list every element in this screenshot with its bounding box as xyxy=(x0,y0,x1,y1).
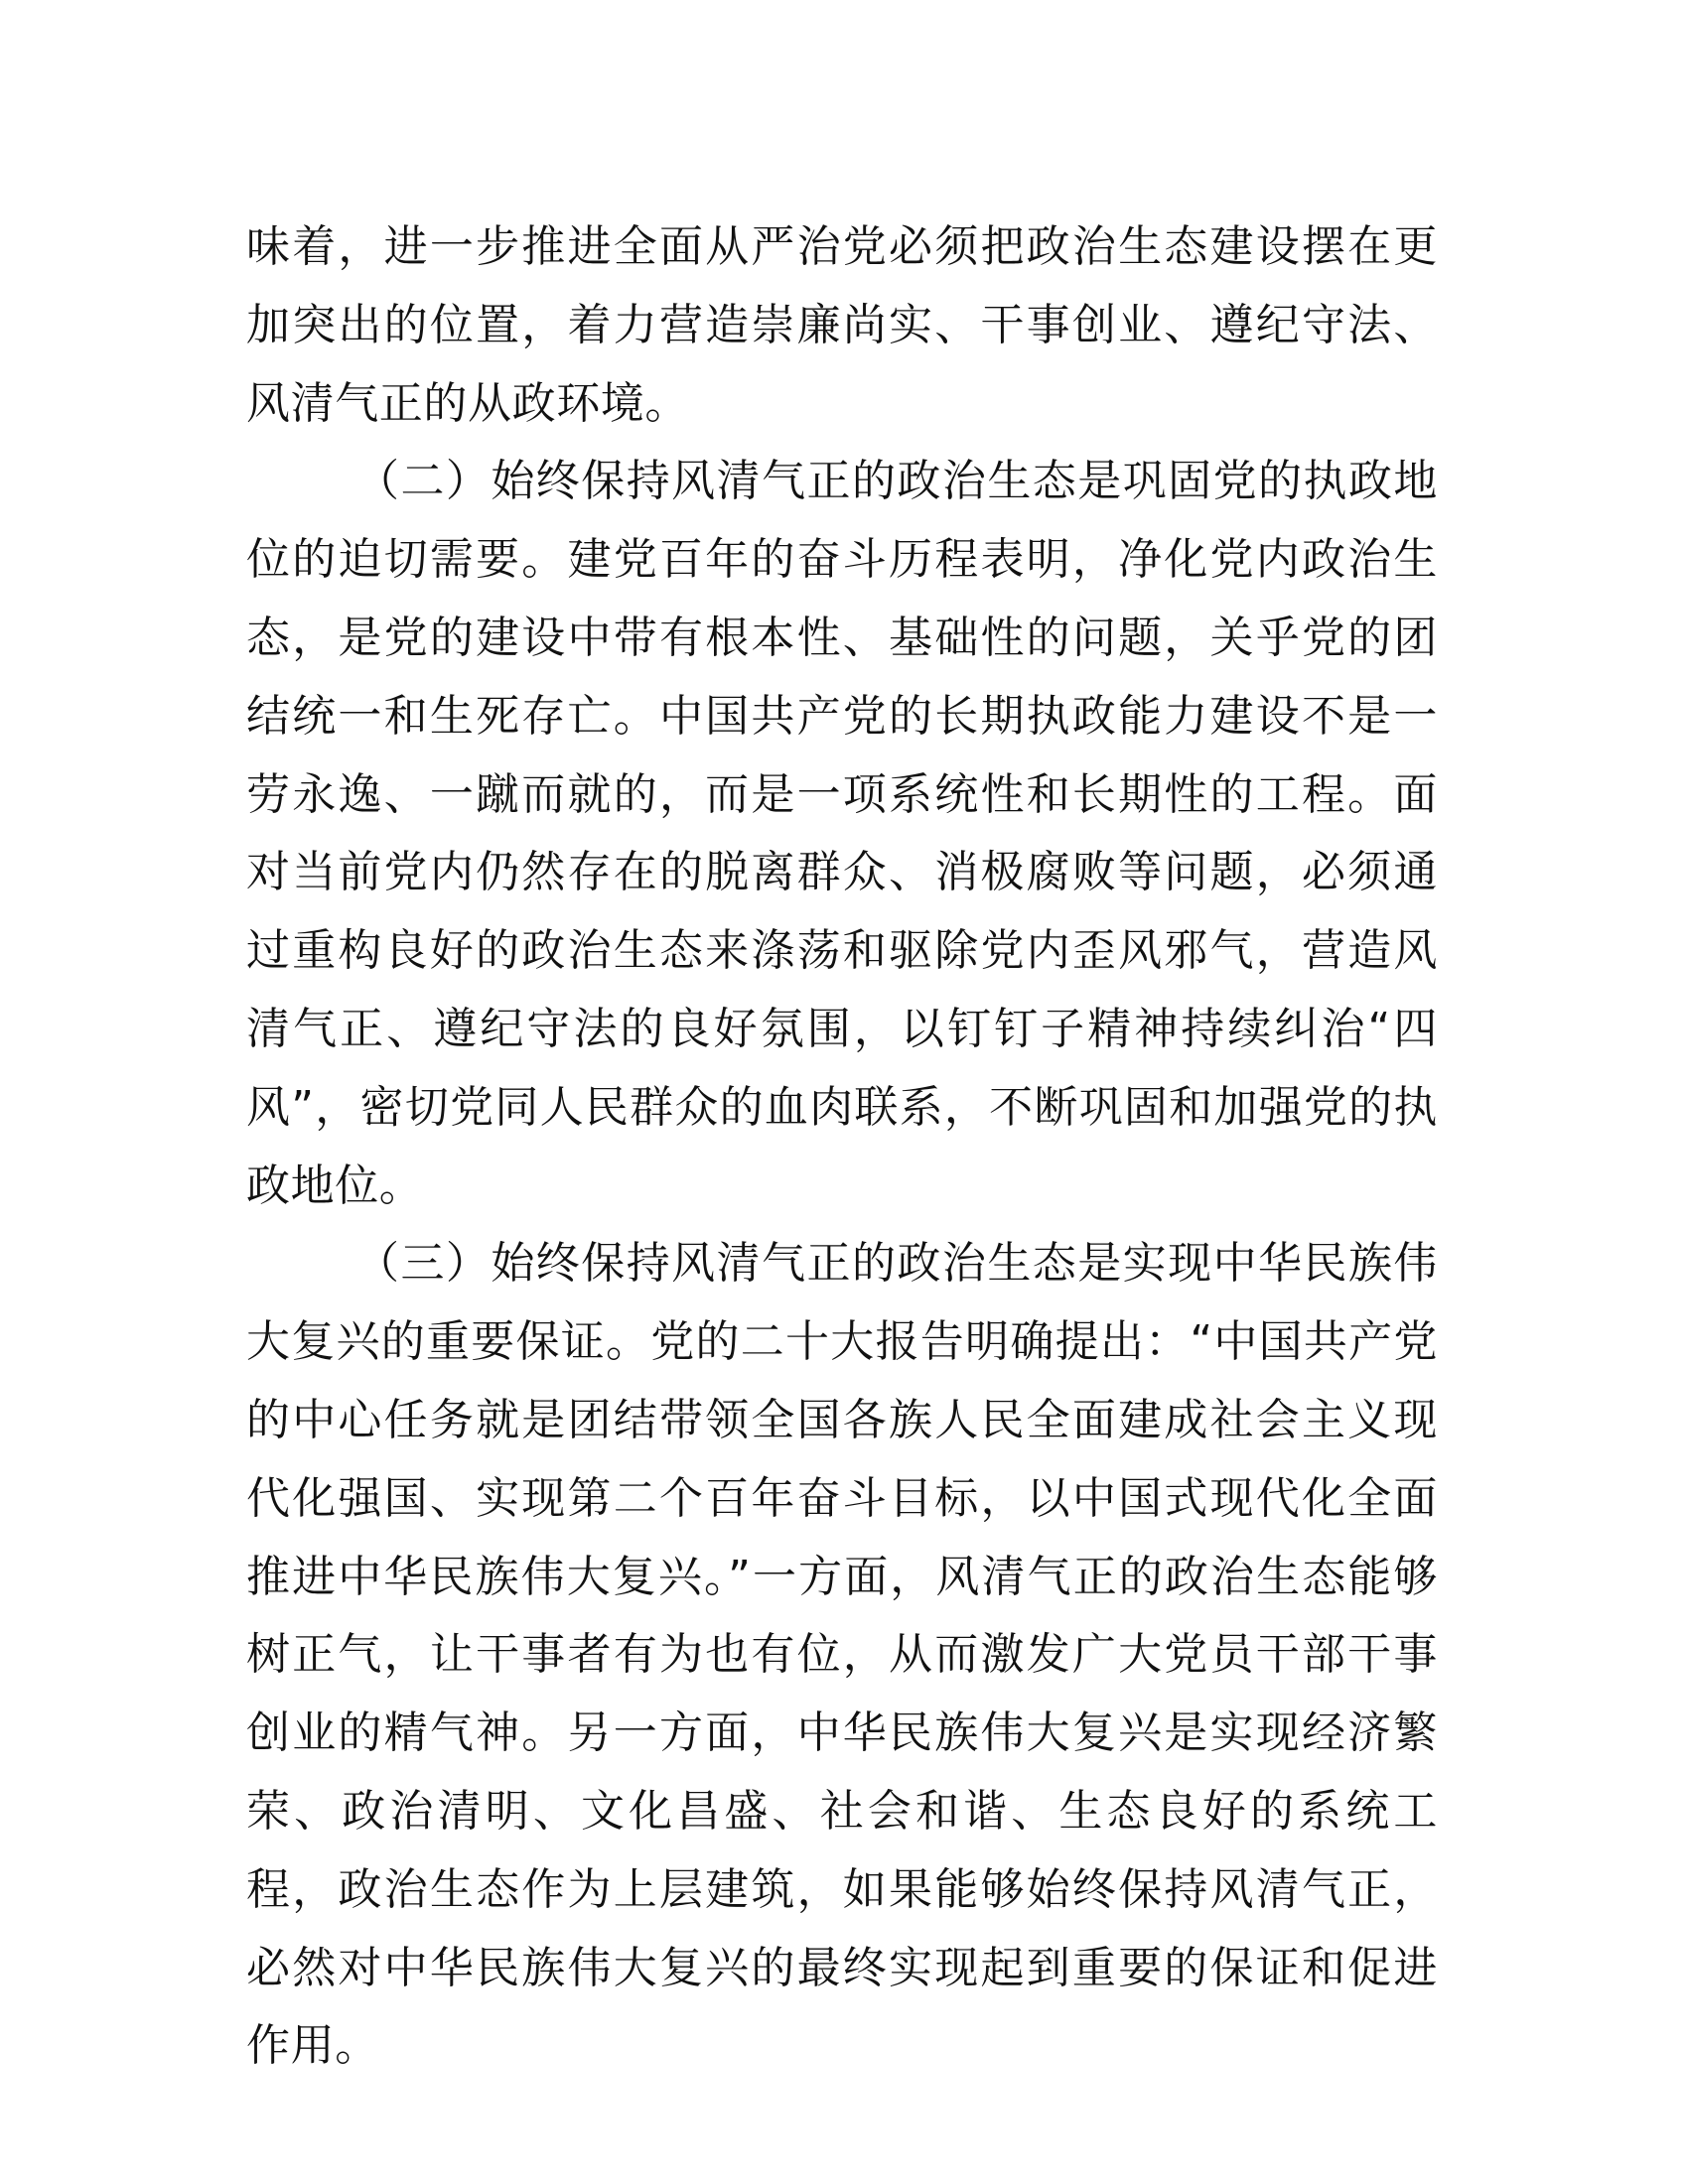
paragraph-continuation: 味着，进一步推进全面从严治党必须把政治生态建设摆在更加突出的位置，着力营造崇廉尚实、干事创业、遵纪守法、风清气正的从政环境。 xyxy=(246,221,1438,429)
paragraph-section-2: （二）始终保持风清气正的政治生态是巩固党的执政地位的迫切需要。建党百年的奋斗历程表明，净化党内政治生态，是党的建设中带有根本性、基础性的问题，关乎党的团结统一和生死存亡。中国共产党的长期执政能力建设不是一劳永逸、一蹴而就的，而是一项系统性和长期性的工程。面对当前党内仍然存在的脱离群众、消极腐败等问题，必须通过重构良好的政治生态来涤荡和驱除党内歪风邪气，营造风清气正、遵纪守法的良好氛围，以钉钉子精神持续纠治“四风”，密切党同人民群众的血肉联系，不断巩固和加强党的执政地位。 xyxy=(246,456,1438,1211)
body-text xyxy=(246,208,1438,2086)
paragraph-section-3: （三）始终保持风清气正的政治生态是实现中华民族伟大复兴的重要保证。党的二十大报告明确提出：“中国共产党的中心任务就是团结带领全国各族人民全面建成社会主义现代化强国、实现第二个百年奋斗目标，以中国式现代化全面推进中华民族伟大复兴。”一方面，风清气正的政治生态能够树正气，让干事者有为也有位，从而激发广大党员干部干事创业的精气神。另一方面，中华民族伟大复兴是实现经济繁荣、政治清明、文化昌盛、社会和谐、生态良好的系统工程，政治生态作为上层建筑，如果能够始终保持风清气正，必然对中华民族伟大复兴的最终实现起到重要的保证和促进作用。 xyxy=(246,1238,1438,2072)
